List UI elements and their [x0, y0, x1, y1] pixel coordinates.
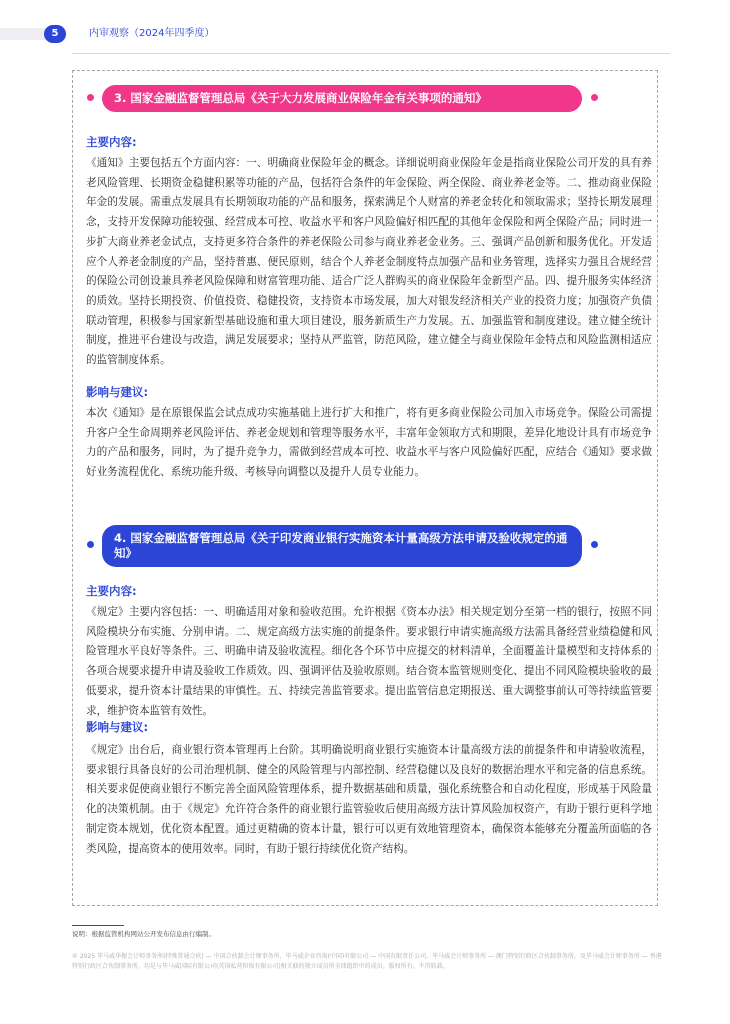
page-number-badge: 5 — [44, 25, 66, 43]
section-3-left-dot — [87, 94, 94, 101]
section-4-impact-heading: 影响与建议: — [86, 720, 149, 734]
document-title: 内审观察（2024年四季度） — [89, 28, 215, 39]
content-panel — [72, 70, 658, 906]
copyright-footer: © 2025 毕马威华振会计师事务所(特殊普通合伙) — 中国合伙制会计师事务所，毕马威企业咨询(中国)有限公司 — 中国有限责任公司，毕马威会计师事务所 — 澳门特别行政区合伙制事务所，及毕马威会计师事务所 — 香港特别行政区合伙制事务所，均是与毕马威国际有限公司(英国私营担保有限公司)相关联的独立成员所全球组织中的成员。版权所有，不得转载。 — [72, 953, 662, 970]
header-divider — [72, 53, 670, 54]
section-3-right-dot — [591, 94, 598, 101]
source-divider — [72, 925, 124, 926]
section-3-content-text: 《通知》主要包括五个方面内容：一、明确商业保险年金的概念。详细说明商业保险年金是指商业保险公司开发的具有养老风险管理、长期资金稳健积累等功能的产品，包括符合条件的年金保险、两全保险、商业养老金等。二、推动商业保险年金的发展。需重点发展具有长期领取功能的产品和服务，探索满足个人财富的养老金转化和领取需求；坚持长期发展理念，支持开发保障功能较强、经营成本可控、收益水平和客户风险偏好相匹配的其他年金保险和两全保险产品；同时进一步扩大商业养老金试点，支持更多符合条件的养老保险公司参与商业养老金业务。三、强调产品创新和服务优化。开发适应个人养老金制度的产品，坚持普惠、便民原则，结合个人养老金制度特点加强产品和业务管理，选择实力强且合规经营的保险公司创设兼具养老风险保障和财富管理功能、适合广泛人群购买的商业保险年金新型产品。四、提升服务实体经济的质效。坚持长期投资、价值投资、稳健投资，支持资本市场发展，加大对银发经济相关产业的投资力度；加强资产负债联动管理，积极参与国家新型基础设施和重大项目建设，服务新质生产力发展。五、加强监管和制度建设。建立健全统计制度，推进平台建设与改造，满足发展要求；坚持从严监管，防范风险，建立健全与商业保险年金特点和风险监测相适应的监管制度体系。 — [86, 157, 652, 367]
section-3-impact-text: 本次《通知》是在原银保监会试点成功实施基础上进行扩大和推广，将有更多商业保险公司加入市场竞争。保险公司需提升客户全生命周期养老风险评估、养老金规划和管理等服务水平，丰富年金领取方式和期限，差异化地设计具有市场竞争力的产品和服务，同时，为了提升竞争力，需做到经营成本可控、收益水平与客户风险偏好匹配，应结合《通知》要求做好业务流程优化、系统功能升级、考核导向调整以及提升人员专业能力。 — [86, 407, 652, 479]
section-4-content-heading: 主要内容: — [86, 584, 137, 598]
section-4-right-dot — [591, 541, 598, 548]
section-4-title: 4. 国家金融监督管理总局《关于印发商业银行实施资本计量高级方法申请及验收规定的通知》 — [102, 525, 582, 567]
section-3-title: 3. 国家金融监督管理总局《关于大力发展商业保险年金有关事项的通知》 — [102, 85, 582, 112]
section-4-content-text: 《规定》主要内容包括：一、明确适用对象和验收范围。允许根据《资本办法》相关规定划分至第一档的银行，按照不同风险模块分布实施、分别申请。二、规定高级方法实施的前提条件。要求银行申请实施高级方法需具备经营业绩稳健和风险管理水平良好等条件。三、明确申请及验收流程。细化各个环节中应提交的材料清单，全面覆盖计量模型和支持体系的各项合规要求提升申请及验收工作质效。四、强调评估及验收原则。结合资本监管规则变化、提出不同风险模块验收的最低要求，提升资本计量结果的审慎性。五、持续完善监管要求。提出监管信息定期报送、重大调整事前认可等持续监管要求，维护资本监管有效性。 — [86, 606, 652, 717]
section-3-impact-heading: 影响与建议: — [86, 385, 149, 399]
source-note: 说明：根据监管机构网站公开发布信息由行编制。 — [72, 930, 215, 938]
section-4-impact-text: 《规定》出台后，商业银行资本管理再上台阶。其明确说明商业银行实施资本计量高级方法的前提条件和申请验收流程，要求银行具备良好的公司治理机制、健全的风险管理与内部控制、经营稳健以及良好的数据治理水平和完备的信息系统。相关要求促使商业银行不断完善全面风险管理体系，提升数据基础和质量，强化系统整合和自动化程度，形成基于风险量化的决策机制。由于《规定》允许符合条件的商业银行监管验收后使用高级方法计算风险加权资产，有助于银行更科学地制定资本规划，优化资本配置。通过更精确的资本计量，银行可以更有效地管理资本，确保资本能够充分覆盖所面临的各类风险，提高资本的使用效率。同时，有助于银行持续优化资产结构。 — [86, 744, 652, 855]
section-3-content-heading: 主要内容: — [86, 135, 137, 149]
section-4-left-dot — [87, 541, 94, 548]
top-header-bar — [0, 24, 730, 44]
